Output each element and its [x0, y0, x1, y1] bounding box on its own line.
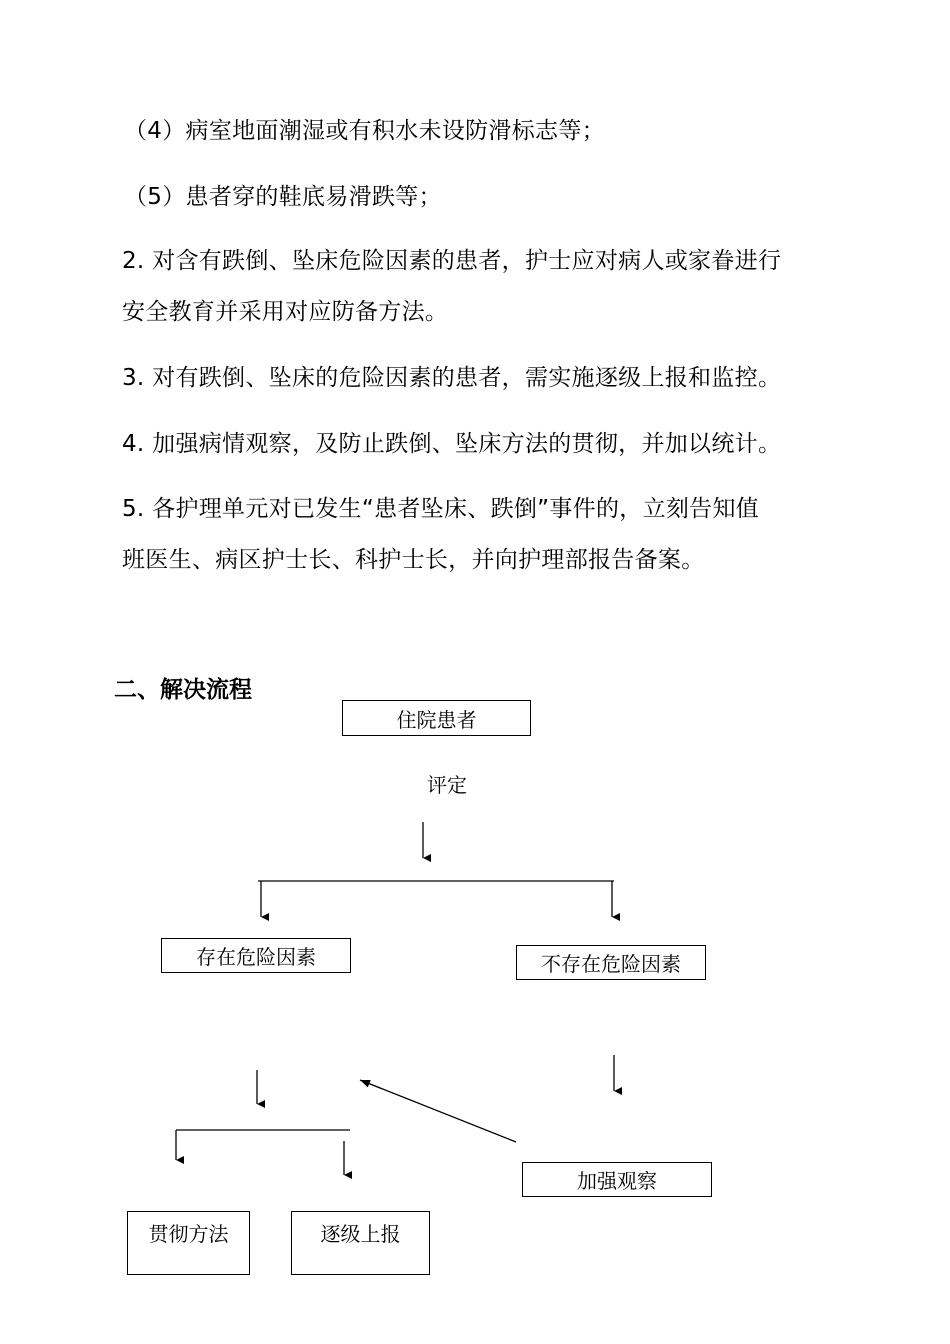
text-line-2: （5）患者穿的鞋底易滑跌等；: [124, 184, 442, 210]
node-report: [291, 1211, 430, 1275]
node-implement: [127, 1211, 250, 1275]
node-observe: [522, 1162, 712, 1197]
node-risk-factors: [161, 938, 351, 973]
text-line-5: 3. 对有跌倒、坠床的危险因素的患者，需实施逐级上报和监控。: [122, 365, 782, 391]
text-line-4: 安全教育并采用对应防备方法。: [122, 299, 449, 325]
text-line-1: （4）病室地面潮湿或有积水未设防滑标志等；: [124, 118, 605, 144]
node-report-label: 逐级上报: [320, 1222, 401, 1246]
text-line-3: 2. 对含有跌倒、坠床危险因素的患者，护士应对病人或家眷进行: [122, 248, 782, 274]
node-inpatient-label: 住院患者: [396, 707, 477, 732]
node-risk-factors-label: 存在危险因素: [196, 945, 316, 969]
node-implement-label: 贯彻方法: [148, 1222, 229, 1246]
text-line-8: 班医生、病区护士长、科护士长，并向护理部报告备案。: [122, 547, 705, 573]
node-observe-label: 加强观察: [577, 1169, 657, 1193]
section-heading: 二、解决流程: [114, 677, 252, 703]
node-inpatient: [342, 700, 531, 736]
text-line-6: 4. 加强病情观察，及防止跌倒、坠床方法的贯彻，并加以统计。: [122, 431, 782, 457]
label-assess: 评定: [427, 773, 467, 797]
arrow-observe-to-risk: [360, 1080, 516, 1142]
node-no-risk-factors: [516, 945, 706, 980]
text-line-7: 5. 各护理单元对已发生“患者坠床、跌倒”事件的，立刻告知值: [122, 496, 760, 522]
node-no-risk-factors-label: 不存在危险因素: [541, 952, 681, 976]
